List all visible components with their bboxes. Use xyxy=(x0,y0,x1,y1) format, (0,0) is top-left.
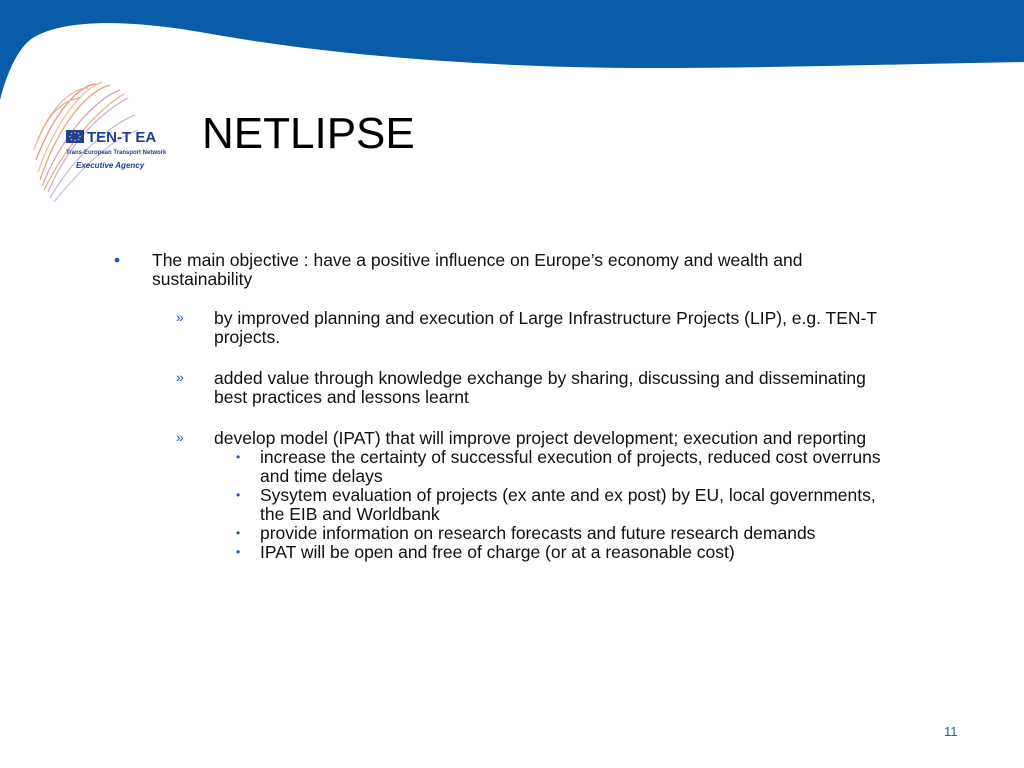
logo-agency: Executive Agency xyxy=(76,161,145,170)
ipat-point-1-line-1: increase the certainty of successful execution of projects, reduced cost overruns xyxy=(260,447,881,467)
ipat-point-3: provide information on research forecasts and future research demands xyxy=(260,523,816,543)
main-objective-line-1: The main objective : have a positive influence on Europe’s economy and wealth and xyxy=(152,250,803,270)
sub-point-3-line-1: develop model (IPAT) that will improve project development; execution and reporting xyxy=(214,428,867,448)
sub-bullet-marker-icon: » xyxy=(176,429,184,445)
slide-title: NETLIPSE xyxy=(202,109,415,158)
sub-bullet-marker-icon: » xyxy=(176,309,184,325)
bullet-dot-icon: • xyxy=(236,545,241,559)
sub-point-2-line-2: best practices and lessons learnt xyxy=(214,387,469,407)
ten-t-ea-logo xyxy=(30,80,170,210)
sub-point-2-line-1: added value through knowledge exchange by sharing, discussing and disseminating xyxy=(214,368,866,388)
sub-point-1-line-1: by improved planning and execution of Large Infrastructure Projects (LIP), e.g. TEN-T xyxy=(214,308,878,328)
ipat-point-1-line-2: and time delays xyxy=(260,466,383,486)
bullet-marker-icon: • xyxy=(114,250,121,270)
logo-subtitle: Trans-European Transport Network xyxy=(66,150,167,156)
sub-bullet-marker-icon: » xyxy=(176,369,184,385)
ipat-point-2-line-1: Sysytem evaluation of projects (ex ante and ex post) by EU, local governments, xyxy=(260,485,876,505)
bullet-dot-icon: • xyxy=(236,450,241,464)
logo-name: TEN-T EA xyxy=(87,129,157,146)
ipat-point-4: IPAT will be open and free of charge (or at a reasonable cost) xyxy=(260,542,735,562)
bullet-dot-icon: • xyxy=(236,488,241,502)
bullet-dot-icon: • xyxy=(236,526,241,540)
sub-point-1-line-2: projects. xyxy=(214,327,281,347)
ipat-point-2-line-2: the EIB and Worldbank xyxy=(260,504,440,524)
page-number: 11 xyxy=(944,724,958,739)
main-objective-line-2: sustainability xyxy=(152,269,253,289)
